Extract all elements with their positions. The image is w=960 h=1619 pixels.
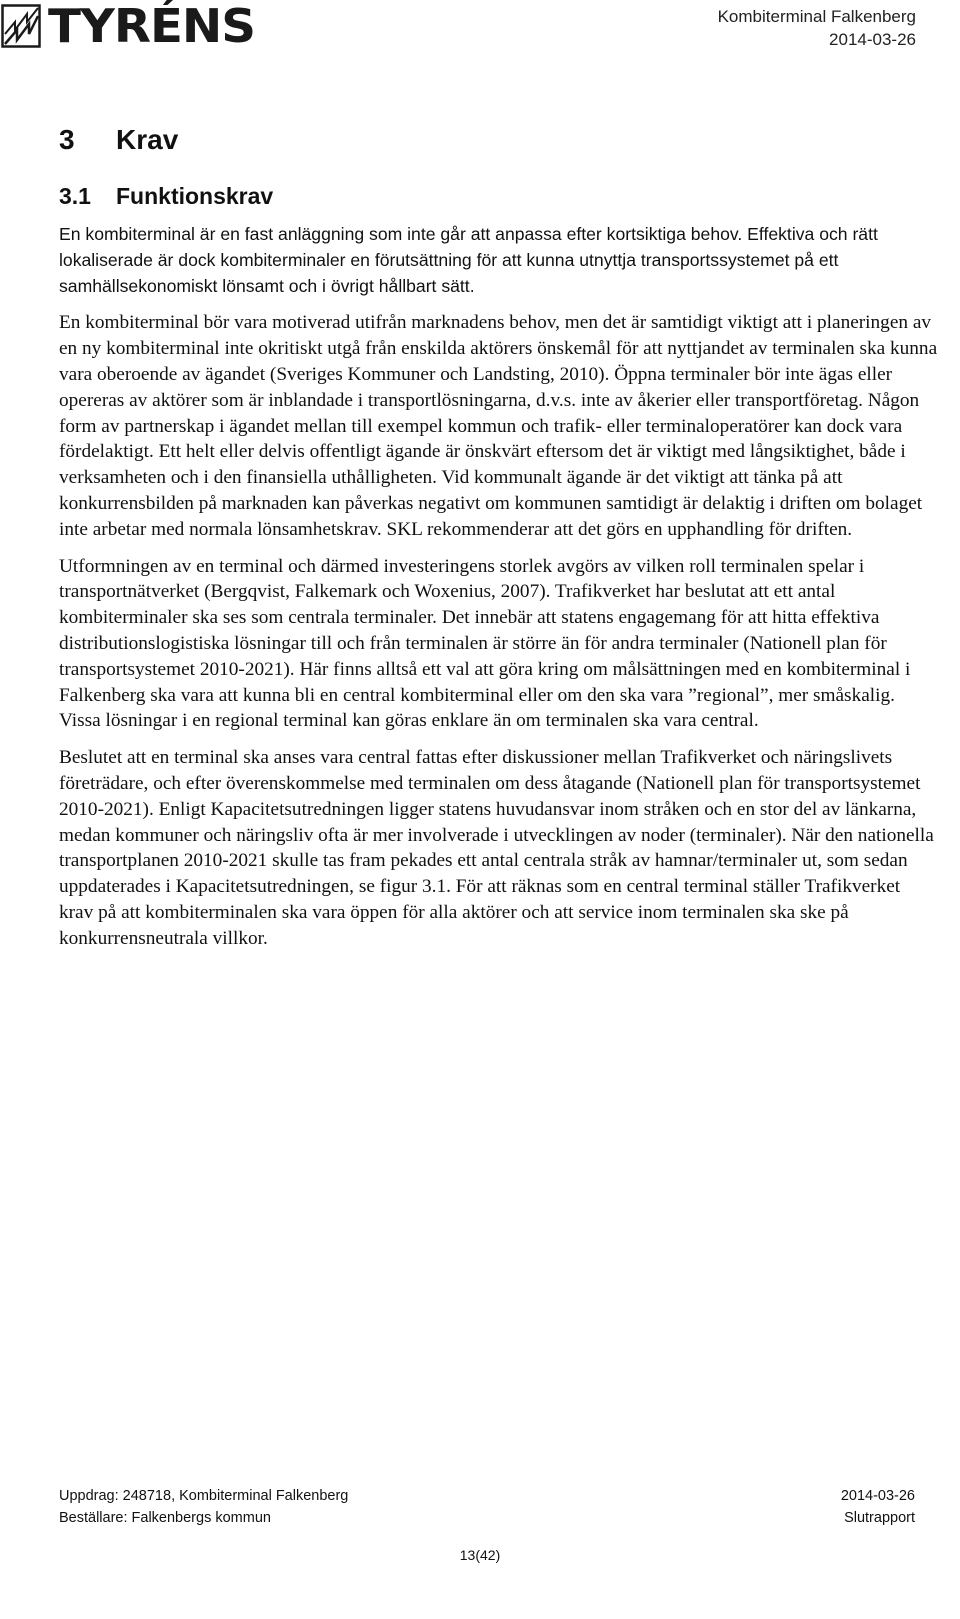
paragraph: En kombiterminal är en fast anläggning som inte går att anpassa efter kortsiktiga behov. Effektiva och rätt lokaliserade är dock kombiterminaler en förutsättning för att kunna utnyttja transportssystemet på ett samhällsekonomiskt lönsamt och i övrigt hållbart sätt. [59, 224, 878, 296]
chapter-heading [59, 123, 178, 157]
body-text [59, 222, 939, 963]
footer-date: 2014-03-26 [840, 1488, 915, 1504]
footer-assignment: Uppdrag: 248718, Kombiterminal Falkenberg [59, 1488, 349, 1504]
document-header [718, 5, 916, 51]
paragraph: Utformningen av en terminal och därmed investeringens storlek avgörs av vilken roll terminalen spelar i transportnätverket (Bergqvist, Falkemark och Woxenius, 2007). Trafikverket har beslutat att ett antal kombiterminaler ska ses som centrala terminaler. Det innebär att statens engagemang för att hitta effektiva distributionslogistiska lösningar till och från terminalen är större än för andra terminaler (Nationell plan för transportsystemet 2010-2021). Här finns alltså ett val att göra kring om målsättningen med en kombiterminal i Falkenberg ska vara att kunna bli en central kombiterminal eller om den ska vara ”regional”, mer småskalig. Vissa lösningar i en regional terminal kan göras enklare än om terminalen ska vara central. [59, 555, 911, 732]
footer-report-type: Slutrapport [844, 1510, 915, 1526]
footer-client: Beställare: Falkenbergs kommun [59, 1510, 271, 1526]
footer-row-2 [59, 1507, 915, 1529]
chapter-title: Krav [116, 124, 179, 155]
chapter-number: 3 [59, 124, 75, 155]
section-number: 3.1 [59, 183, 91, 209]
tyrens-logo-mark-icon [1, 4, 41, 48]
header-date: 2014-03-26 [829, 30, 916, 49]
logo-wordmark: TYRÉNS [48, 0, 256, 53]
section-title: Funktionskrav [116, 183, 274, 209]
section-heading [59, 181, 273, 211]
header-project-title: Kombiterminal Falkenberg [717, 7, 916, 26]
paragraph: En kombiterminal bör vara motiverad utifrån marknadens behov, men det är samtidigt viktigt att i planeringen av en ny kombiterminal inte okritiskt utgå från enskilda aktörers önskemål för att nyttjandet av terminalen ska kunna vara oberoende av ägandet (Sveriges Kommuner och Landsting, 2010). Öppna terminaler bör inte ägas eller opereras av aktörer som är inblandade i transportlösningarna, d.v.s. inte av åkerier eller transportföretag. Någon form av partnerskap i ägandet mellan till exempel kommun och trafik- eller terminaloperatörer kan dock vara fördelaktigt. Ett helt eller delvis offentligt ägande är önskvärt eftersom det är viktigt med långsiktighet, både i verksamheten och i den finansiella uthålligheten. Vid kommunalt ägande är det viktigt att tänka på att konkurrensbilden på marknaden kan påverkas negativt om kommunen samtidigt är delaktig i driften om bolaget inte arbetar med normala lönsamhetskrav. SKL rekommenderar att det görs en upphandling för driften. [59, 312, 938, 540]
page-number: 13(42) [459, 1547, 501, 1563]
paragraph: Beslutet att en terminal ska anses vara central fattas efter diskussioner mellan Trafikverket och näringslivets företrädare, och efter överenskommelse med terminalen om dess åtagande (Nationell plan för transportsystemet 2010-2021). Enligt Kapacitetsutredningen ligger statens huvudansvar inom stråken och en stor del av länkarna, medan kommuner och näringsliv ofta är mer involverade i utvecklingen av noder (terminaler). När den nationella transportplanen 2010-2021 skulle tas fram pekades ett antal centrala stråk av hamnar/terminaler ut, som sedan uppdaterades i Kapacitetsutredningen, se figur 3.1. För att räknas som en central terminal ställer Trafikverket krav på att kombiterminalen ska vara öppen för alla aktörer och att service inom terminalen ska ske på konkurrensneutrala villkor. [59, 747, 934, 949]
company-logo [1, 0, 256, 53]
footer-row-1 [59, 1485, 915, 1507]
